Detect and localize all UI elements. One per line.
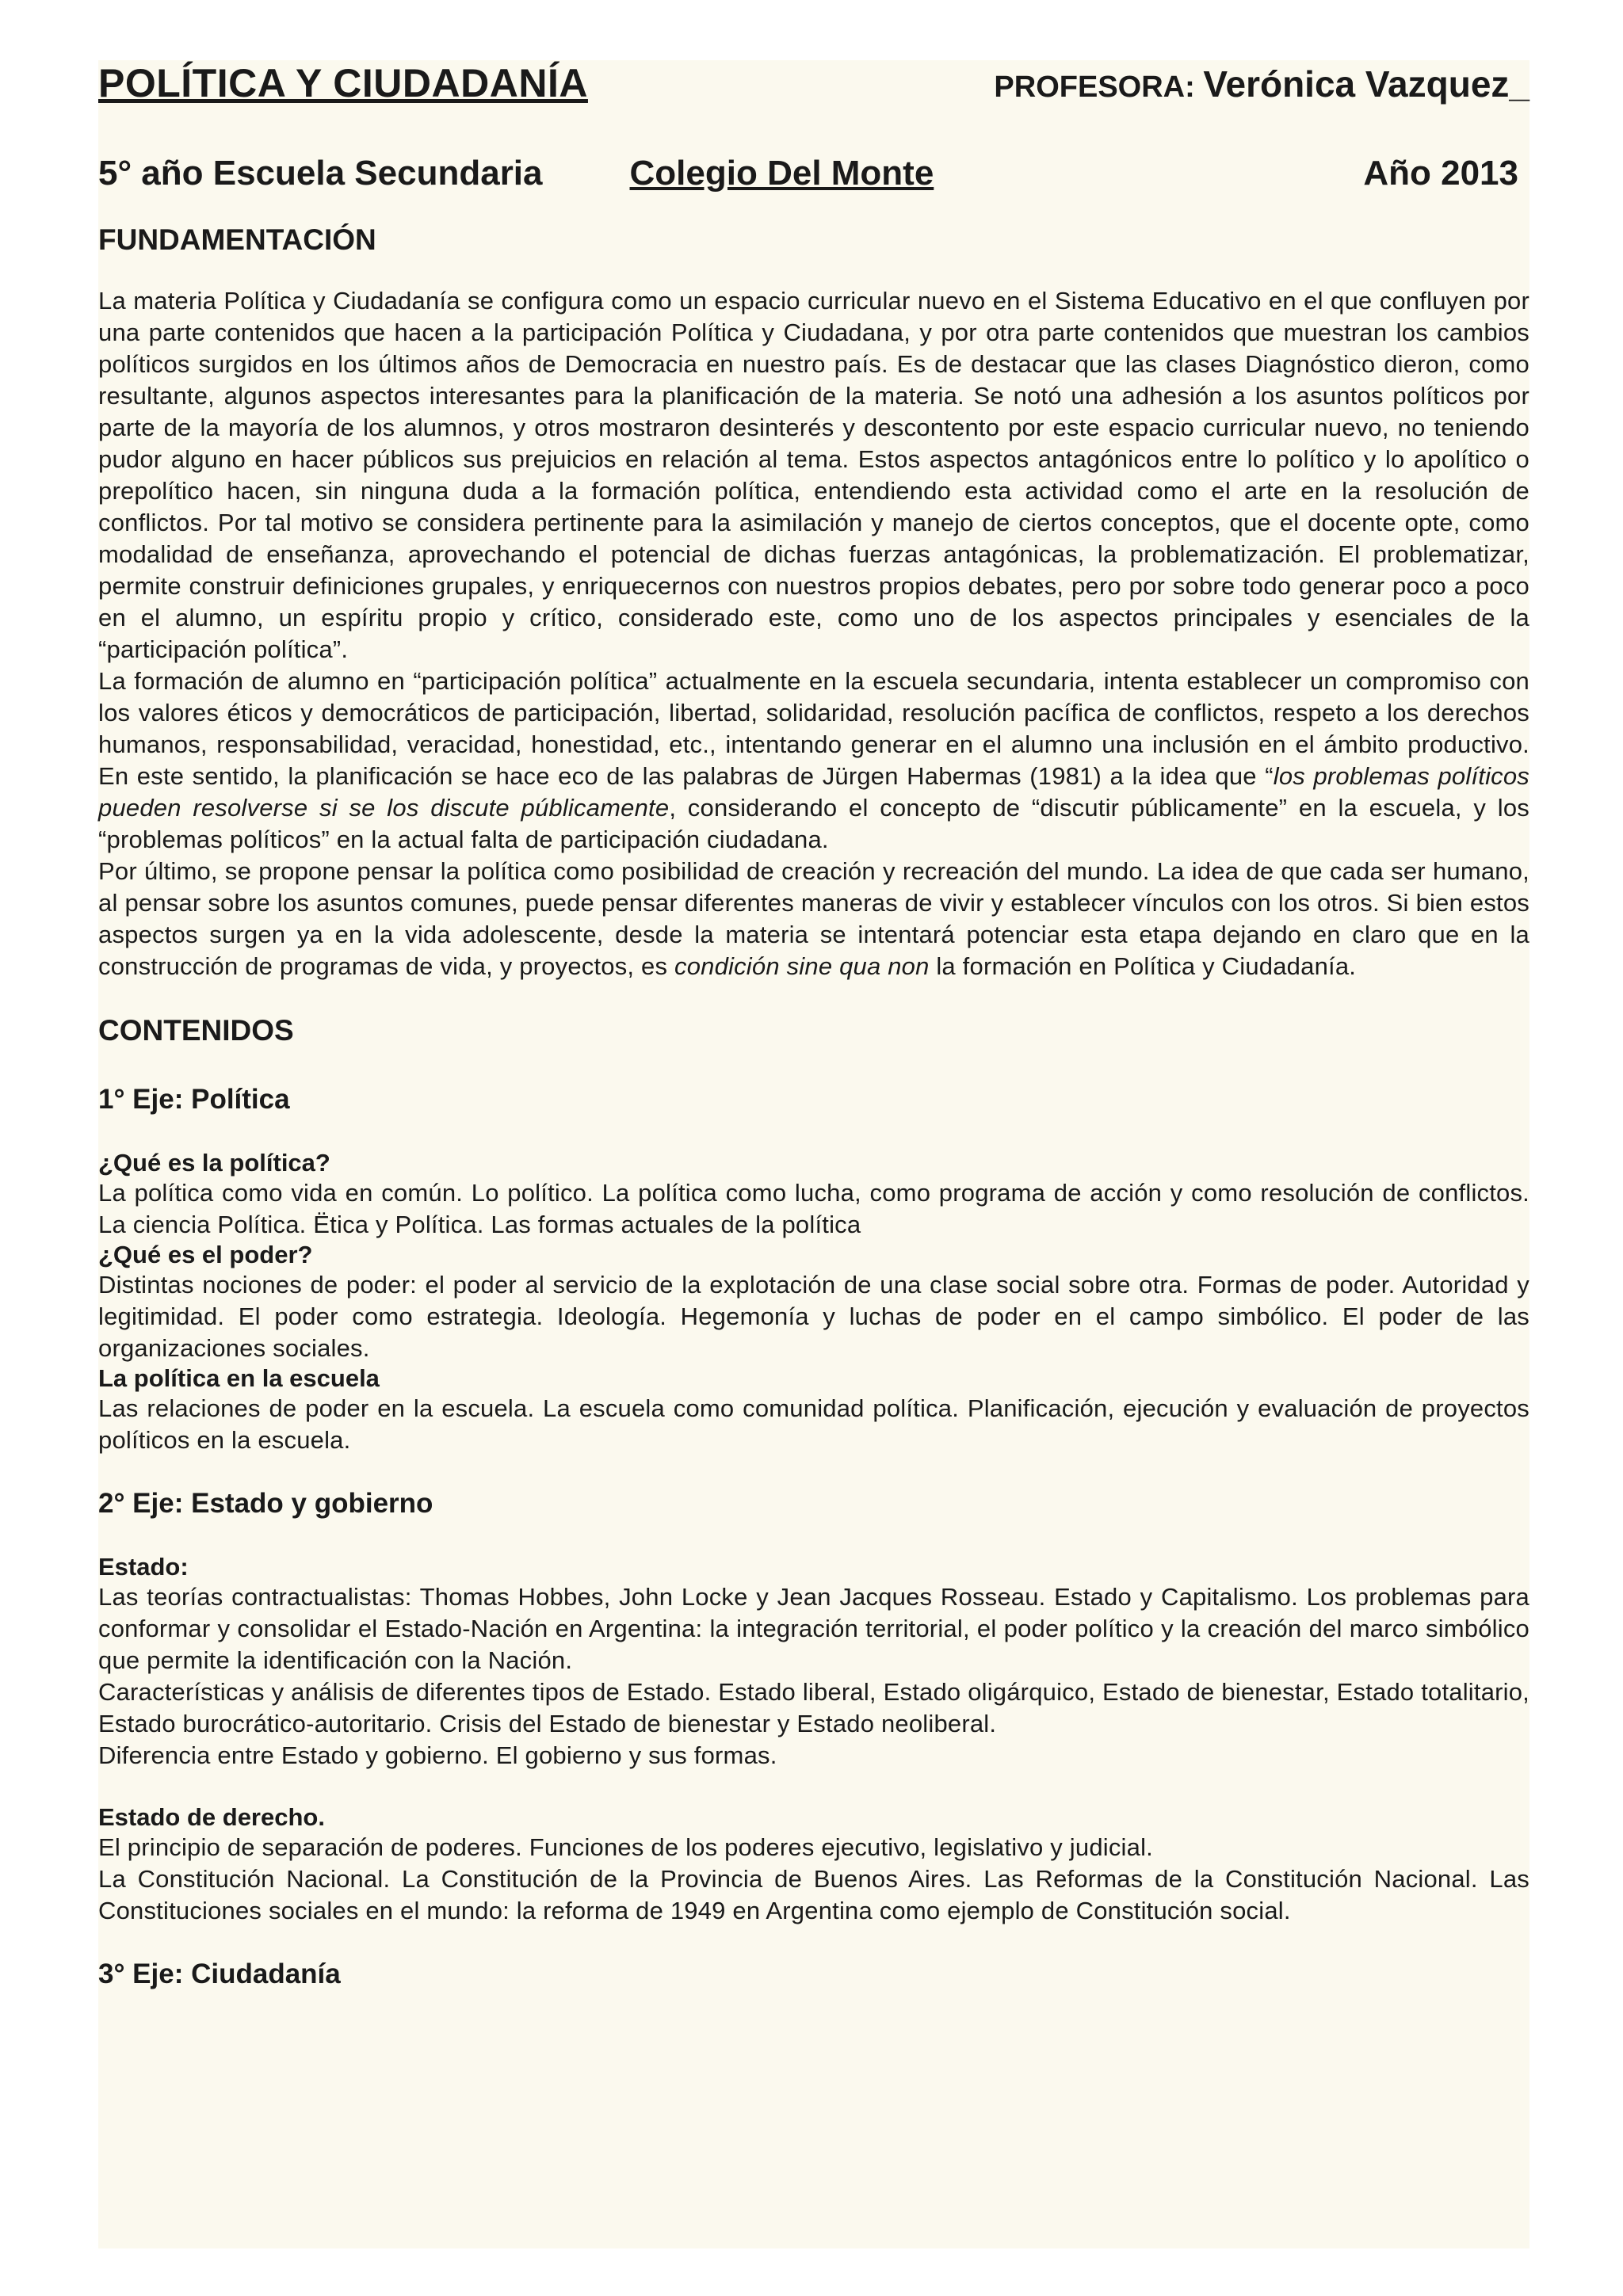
eje-2-sub-2-title: Estado de derecho. (98, 1803, 325, 1831)
year-label: Año 2013 (1363, 154, 1518, 193)
fundamentacion-paragraph-2: La formación de alumno en “participación política” actualmente en la escuela secundaria, intenta establecer un compromiso con los valores éticos y democráticos de participación, libertad, solidaridad, resolución pacífica de conflictos, respeto a los derechos humanos, responsabilidad, veracidad, honestidad, etc., intentando generar en el alumno una inclusión en el ámbito productivo. En este sentido, la planificación se hace eco de las palabras de Jürgen Habermas (1981) a la idea que “los problemas políticos pueden resolverse si se los discute públicamente, considerando el concepto de “discutir públicamente” en la escuela, y los “problemas políticos” en la actual falta de participación ciudadana. (98, 667, 1530, 853)
teacher-name: Verónica Vazquez_ (1203, 63, 1529, 105)
fundamentacion-paragraph-1: La materia Política y Ciudadanía se configura como un espacio curricular nuevo en el Sistema Educativo en el que confluyen por una parte contenidos que hacen a la participación Política y Ciudadana, y por otra parte contenidos que muestran los cambios políticos surgidos en los últimos años de Democracia en nuestro país. Es de destacar que las clases Diagnóstico dieron, como resultante, algunos aspectos interesantes para la planificación de la materia. Se notó una adhesión a los asuntos políticos por parte de la mayoría de los alumnos, y otros mostraron desinterés y descontento por este espacio curricular nuevo, no teniendo pudor alguno en hacer públicos sus prejuicios en relación al tema. Estos aspectos antagónicos entre lo político y lo apolítico o prepolítico hacen, sin ninguna duda a la formación política, entendiendo esta actividad como el arte en la resolución de conflictos. Por tal motivo se considera pertinente para la asimilación y manejo de ciertos conceptos, que el docente opte, como modalidad de enseñanza, aprovechando el potencial de dichas fuerzas antagónicas, la problematización. El problematizar, permite construir definiciones grupales, y enriquecernos con nuestros propios debates, pero por sobre todo generar poco a poco en el alumno, un espíritu propio y crítico, considerado este, como uno de los aspectos principales y esenciales de la “participación política”. (98, 287, 1529, 663)
eje-1-sub-1-text: La política como vida en común. Lo político. La política como lucha, como programa de acción y como resolución de conflictos. La ciencia Política. Ëtica y Política. Las formas actuales de la política (98, 1179, 1529, 1238)
contenidos-heading: CONTENIDOS (98, 1014, 294, 1047)
eje-2-sub-2-text-1: El principio de separación de poderes. Funciones de los poderes ejecutivo, legislativo y judicial. (98, 1833, 1153, 1861)
course-row (98, 154, 1529, 193)
eje-2-sub-1-title: Estado: (98, 1553, 189, 1581)
teacher (994, 63, 1529, 105)
document-body (98, 60, 1529, 2248)
sine-qua-non: condición sine qua non (674, 952, 930, 980)
eje-1-title: 1° Eje: Política (98, 1084, 290, 1115)
school-name: Colegio Del Monte (629, 154, 934, 193)
header-row (98, 60, 1529, 108)
eje-2-sub-1-text-2: Características y análisis de diferentes tipos de Estado. Estado liberal, Estado oligárquico, Estado de bienestar, Estado totalitario, Estado burocrático-autoritario. Crisis del Estado de bienestar y Estado neoliberal. (98, 1678, 1529, 1737)
document-title: POLÍTICA Y CIUDADANÍA (98, 61, 588, 105)
habermas-quote: los problemas políticos pueden resolverse si se los discute públicamente (98, 762, 1529, 822)
eje-1-sub-2-text: Distintas nociones de poder: el poder al servicio de la explotación de una clase social sobre otra. Formas de poder. Autoridad y legitimidad. El poder como estrategia. Ideología. Hegemonía y luchas de poder en el campo simbólico. El poder de las organizaciones sociales. (98, 1271, 1529, 1362)
eje-2-sub-1-text-3: Diferencia entre Estado y gobierno. El gobierno y sus formas. (98, 1741, 777, 1769)
course-label: 5° año Escuela Secundaria (98, 154, 543, 193)
fundamentacion-heading: FUNDAMENTACIÓN (98, 223, 376, 256)
eje-2-title: 2° Eje: Estado y gobierno (98, 1488, 433, 1519)
teacher-label: PROFESORA: (994, 71, 1195, 104)
eje-1-sub-3-title: La política en la escuela (98, 1364, 380, 1392)
eje-3-title: 3° Eje: Ciudadanía (98, 1958, 341, 1989)
fundamentacion-paragraph-3: Por último, se propone pensar la política como posibilidad de creación y recreación del mundo. La idea de que cada ser humano, al pensar sobre los asuntos comunes, puede pensar diferentes maneras de vivir y establecer vínculos con los otros. Si bien estos aspectos surgen ya en la vida adolescente, desde la materia se intentará potenciar esta etapa dejando en claro que en la construcción de programas de vida, y proyectos, es condición sine qua non la formación en Política y Ciudadanía. (98, 857, 1529, 980)
eje-1-sub-1-title: ¿Qué es la política? (98, 1149, 330, 1177)
eje-1-sub-2-title: ¿Qué es el poder? (98, 1241, 313, 1268)
eje-1-sub-3-text: Las relaciones de poder en la escuela. La escuela como comunidad política. Planificación, ejecución y evaluación de proyectos políticos en la escuela. (98, 1394, 1529, 1454)
eje-2-sub-1-text-1: Las teorías contractualistas: Thomas Hobbes, John Locke y Jean Jacques Rosseau. Estado y Capitalismo. Los problemas para conformar y consolidar el Estado-Nación en Argentina: la integración territorial, el poder político y la creación del marco simbólico que permite la identificación con la Nación. (98, 1583, 1529, 1674)
eje-2-sub-2-text-2: La Constitución Nacional. La Constitución de la Provincia de Buenos Aires. Las Reformas de la Constitución Nacional. Las Constituciones sociales en el mundo: la reforma de 1949 en Argentina como ejemplo de Constitución social. (98, 1865, 1529, 1924)
